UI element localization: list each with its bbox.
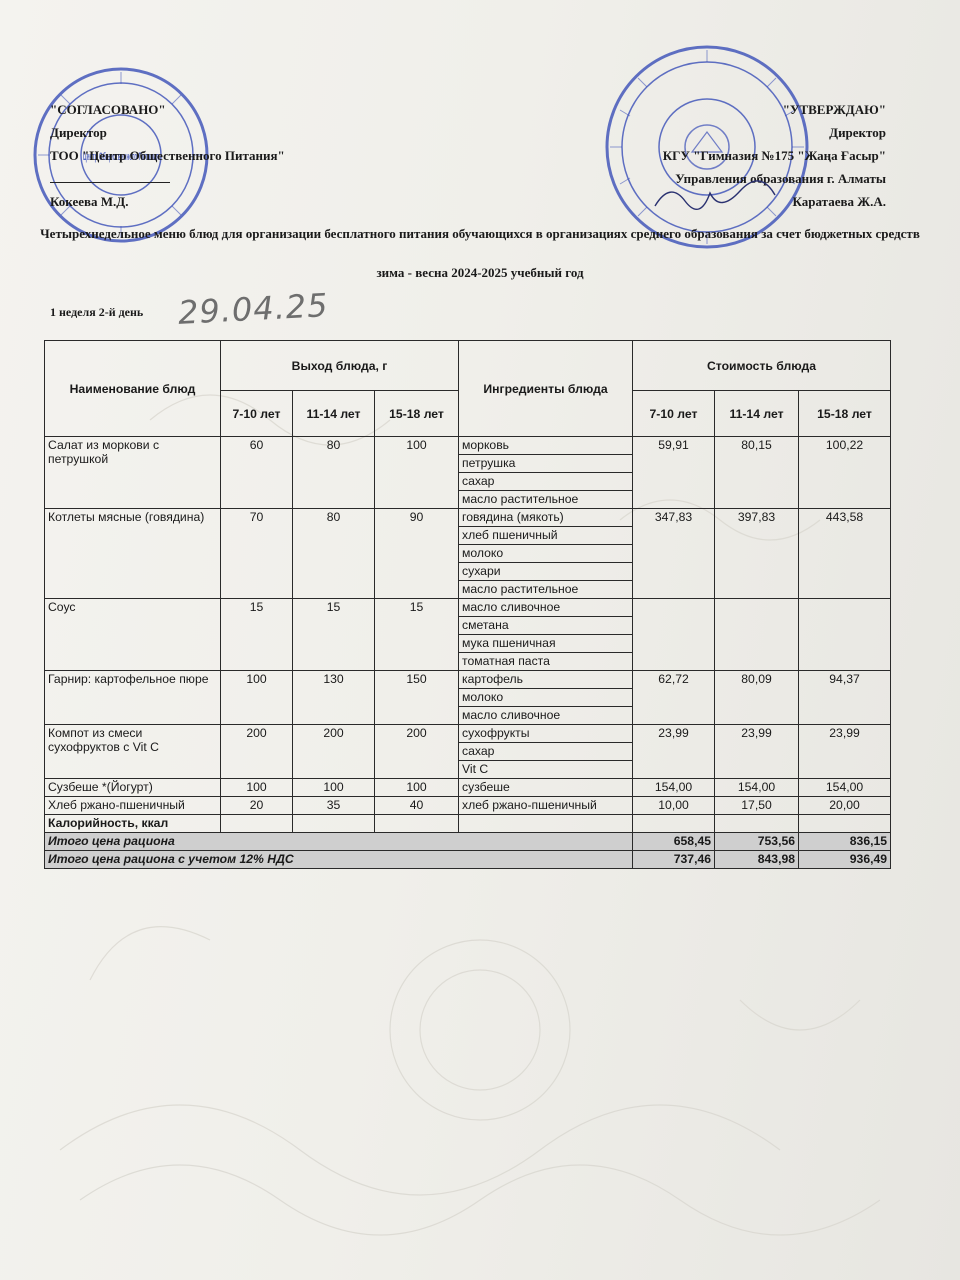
ingredient: молоко [459, 689, 633, 707]
dish-yield: 200 [221, 725, 293, 779]
approval-block-left [50, 98, 285, 213]
ingredient: томатная паста [459, 653, 633, 671]
dish-yield: 100 [221, 779, 293, 797]
approval-left-label: "СОГЛАСОВАНО" [50, 102, 166, 117]
ingredient: сахар [459, 473, 633, 491]
menu-subtitle: зима - весна 2024-2025 учебный год [376, 265, 584, 280]
dish-cost: 80,09 [715, 671, 799, 725]
dish-yield: 60 [221, 437, 293, 509]
ingredient: петрушка [459, 455, 633, 473]
dish-yield: 20 [221, 797, 293, 815]
dish-cost: 154,00 [715, 779, 799, 797]
dish-cost: 154,00 [633, 779, 715, 797]
ingredient: сухофрукты [459, 725, 633, 743]
dish-cost: 347,83 [633, 509, 715, 599]
week-label: 1 неделя 2-й день [50, 305, 144, 319]
ingredient: масло сливочное [459, 599, 633, 617]
approval-left-position: Директор [50, 125, 107, 140]
header-cost: Стоимость блюда [633, 341, 891, 391]
dish-cost [715, 599, 799, 671]
ingredient: сахар [459, 743, 633, 761]
header-cost-age-7-10: 7-10 лет [633, 391, 715, 437]
menu-table [44, 340, 891, 869]
dish-cost: 23,99 [799, 725, 891, 779]
left-stamp-text: Центр Общественного Питания [83, 151, 159, 163]
dish-yield: 15 [293, 599, 375, 671]
dish-yield: 15 [221, 599, 293, 671]
dish-cost: 100,22 [799, 437, 891, 509]
ingredient: сметана [459, 617, 633, 635]
ingredient: сузбеше [459, 779, 633, 797]
dish-cost: 94,37 [799, 671, 891, 725]
calories-cell [293, 815, 375, 833]
header-dish: Наименование блюд [45, 341, 221, 437]
dish-yield: 130 [293, 671, 375, 725]
table-row [45, 671, 891, 689]
dish-cost: 154,00 [799, 779, 891, 797]
dish-yield: 90 [375, 509, 459, 599]
dish-cost: 17,50 [715, 797, 799, 815]
ingredient: Vit C [459, 761, 633, 779]
ingredient: масло растительное [459, 491, 633, 509]
handwritten-date: 29.04.25 [177, 286, 330, 332]
dish-cost: 59,91 [633, 437, 715, 509]
dish-cost: 80,15 [715, 437, 799, 509]
dish-yield: 150 [375, 671, 459, 725]
dish-yield: 80 [293, 509, 375, 599]
approval-left-name: Кокеева М.Д. [50, 194, 129, 209]
approval-left-org: ТОО "Центр Общественного Питания" [50, 148, 285, 163]
header-yield-age-7-10: 7-10 лет [221, 391, 293, 437]
dish-cost: 23,99 [715, 725, 799, 779]
dish-cost: 443,58 [799, 509, 891, 599]
total-row [45, 833, 891, 851]
dish-name: Котлеты мясные (говядина) [45, 509, 221, 599]
total-label: Итого цена рациона с учетом 12% НДС [45, 851, 633, 869]
header-cost-age-15-18: 15-18 лет [799, 391, 891, 437]
calories-row [45, 815, 891, 833]
header-yield-age-11-14: 11-14 лет [293, 391, 375, 437]
total-value: 836,15 [799, 833, 891, 851]
calories-cell [715, 815, 799, 833]
calories-cell [375, 815, 459, 833]
header-yield: Выход блюда, г [221, 341, 459, 391]
ingredient: хлеб ржано-пшеничный [459, 797, 633, 815]
ingredient: хлеб пшеничный [459, 527, 633, 545]
table-row [45, 599, 891, 617]
ingredient: морковь [459, 437, 633, 455]
dish-name: Салат из моркови с петрушкой [45, 437, 221, 509]
dish-yield: 100 [221, 671, 293, 725]
calories-label: Калорийность, ккал [45, 815, 221, 833]
calories-cell [459, 815, 633, 833]
approval-right-name: Каратаева Ж.А. [792, 194, 886, 209]
table-row [45, 437, 891, 455]
approval-right-position: Директор [829, 125, 886, 140]
approval-right-dept: Управления образования г. Алматы [675, 171, 886, 186]
dish-cost [633, 599, 715, 671]
ingredient: сухари [459, 563, 633, 581]
menu-title: Четырехнедельное меню блюд для организации бесплатного питания обучающихся в организациях среднего образования за счет бюджетных средств [40, 226, 920, 241]
total-value: 753,56 [715, 833, 799, 851]
dish-yield: 200 [375, 725, 459, 779]
ingredient: картофель [459, 671, 633, 689]
dish-yield: 15 [375, 599, 459, 671]
menu-table-body [45, 437, 891, 869]
dish-name: Гарнир: картофельное пюре [45, 671, 221, 725]
table-row [45, 779, 891, 797]
ingredient: масло сливочное [459, 707, 633, 725]
total-value: 737,46 [633, 851, 715, 869]
dish-cost: 20,00 [799, 797, 891, 815]
total-label: Итого цена рациона [45, 833, 633, 851]
table-row [45, 797, 891, 815]
total-value: 658,45 [633, 833, 715, 851]
total-value: 936,49 [799, 851, 891, 869]
ingredient: молоко [459, 545, 633, 563]
dish-cost: 10,00 [633, 797, 715, 815]
dish-yield: 200 [293, 725, 375, 779]
table-row [45, 725, 891, 743]
right-signature [650, 178, 780, 218]
dish-cost: 23,99 [633, 725, 715, 779]
dish-yield: 100 [375, 779, 459, 797]
dish-name: Компот из смеси сухофруктов с Vit C [45, 725, 221, 779]
dish-yield: 100 [375, 437, 459, 509]
total-row [45, 851, 891, 869]
dish-name: Хлеб ржано-пшеничный [45, 797, 221, 815]
calories-cell [221, 815, 293, 833]
dish-yield: 80 [293, 437, 375, 509]
dish-cost [799, 599, 891, 671]
dish-cost: 397,83 [715, 509, 799, 599]
header-yield-age-15-18: 15-18 лет [375, 391, 459, 437]
header-ingredients: Ингредиенты блюда [459, 341, 633, 437]
dish-yield: 100 [293, 779, 375, 797]
ingredient: мука пшеничная [459, 635, 633, 653]
dish-name: Соус [45, 599, 221, 671]
ingredient: говядина (мякоть) [459, 509, 633, 527]
dish-yield: 40 [375, 797, 459, 815]
table-row [45, 509, 891, 527]
dish-yield: 35 [293, 797, 375, 815]
ingredient: масло растительное [459, 581, 633, 599]
dish-name: Сузбеше *(Йогурт) [45, 779, 221, 797]
approval-right-org: КГУ "Гимназия №175 "Жаңа Ғасыр" [662, 148, 886, 163]
approval-right-label: "УТВЕРЖДАЮ" [782, 102, 886, 117]
approval-left-signature-line [50, 167, 285, 190]
total-value: 843,98 [715, 851, 799, 869]
calories-cell [633, 815, 715, 833]
dish-cost: 62,72 [633, 671, 715, 725]
header-cost-age-11-14: 11-14 лет [715, 391, 799, 437]
dish-yield: 70 [221, 509, 293, 599]
calories-cell [799, 815, 891, 833]
